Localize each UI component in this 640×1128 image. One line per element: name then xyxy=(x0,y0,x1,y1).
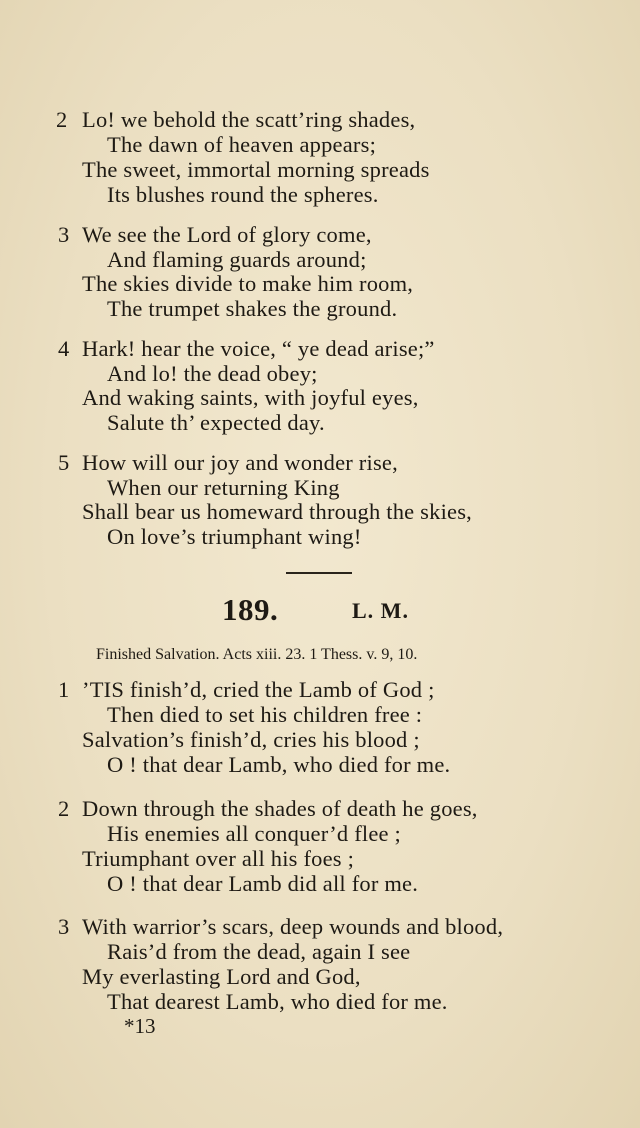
verse-line: O ! that dear Lamb, who died for me. xyxy=(107,752,451,777)
verse-line: The sweet, immortal morning spreads xyxy=(82,157,430,182)
verse-number: 3 xyxy=(58,914,70,939)
verse-line: How will our joy and wonder rise, xyxy=(82,450,398,475)
verse-line: On love’s triumphant wing! xyxy=(107,524,362,549)
verse-number: 2 xyxy=(58,796,70,821)
verse-line: The trumpet shakes the ground. xyxy=(107,296,398,321)
verse-line: Then died to set his children free : xyxy=(107,702,423,727)
verse-line: Lo! we behold the scatt’ring shades, xyxy=(82,107,416,132)
verse-number: 1 xyxy=(58,677,70,702)
verse-line: Salute th’ expected day. xyxy=(107,410,325,435)
verse-line: The dawn of heaven appears; xyxy=(107,132,377,157)
verse-line: Shall bear us homeward through the skies, xyxy=(82,499,472,524)
verse-number: 3 xyxy=(58,222,70,247)
verse-line: Down through the shades of death he goes, xyxy=(82,796,478,821)
verse-line: And lo! the dead obey; xyxy=(107,361,318,386)
verse-line: Rais’d from the dead, again I see xyxy=(107,939,411,964)
hymn-meter: L. M. xyxy=(352,598,409,623)
verse-line: The skies divide to make him room, xyxy=(82,271,414,296)
verse-number: 2 xyxy=(56,107,68,132)
section-divider xyxy=(286,572,352,574)
verse-line: We see the Lord of glory come, xyxy=(82,222,372,247)
verse-number: 4 xyxy=(58,336,70,361)
verse-line: Hark! hear the voice, “ ye dead arise;” xyxy=(82,336,435,361)
verse-line: My everlasting Lord and God, xyxy=(82,964,361,989)
hymn-subtitle: Finished Salvation. Acts xiii. 23. 1 Thess. v. 9, 10. xyxy=(96,646,418,663)
signature-mark: *13 xyxy=(124,1014,156,1038)
verse-line: That dearest Lamb, who died for me. xyxy=(107,989,448,1014)
verse-number: 5 xyxy=(58,450,70,475)
verse-line: With warrior’s scars, deep wounds and blood, xyxy=(82,914,504,939)
verse-line: His enemies all conquer’d flee ; xyxy=(107,821,401,846)
verse-line: When our returning King xyxy=(107,475,340,500)
verse-line: O ! that dear Lamb did all for me. xyxy=(107,871,419,896)
verse-line: And waking saints, with joyful eyes, xyxy=(82,385,419,410)
verse-line: ’TIS finish’d, cried the Lamb of God ; xyxy=(82,677,435,702)
hymn-number: 189. xyxy=(222,592,279,627)
verse-line: Triumphant over all his foes ; xyxy=(82,846,355,871)
verse-line: Its blushes round the spheres. xyxy=(107,182,379,207)
verse-line: Salvation’s finish’d, cries his blood ; xyxy=(82,727,420,752)
verse-line: And flaming guards around; xyxy=(107,247,367,272)
